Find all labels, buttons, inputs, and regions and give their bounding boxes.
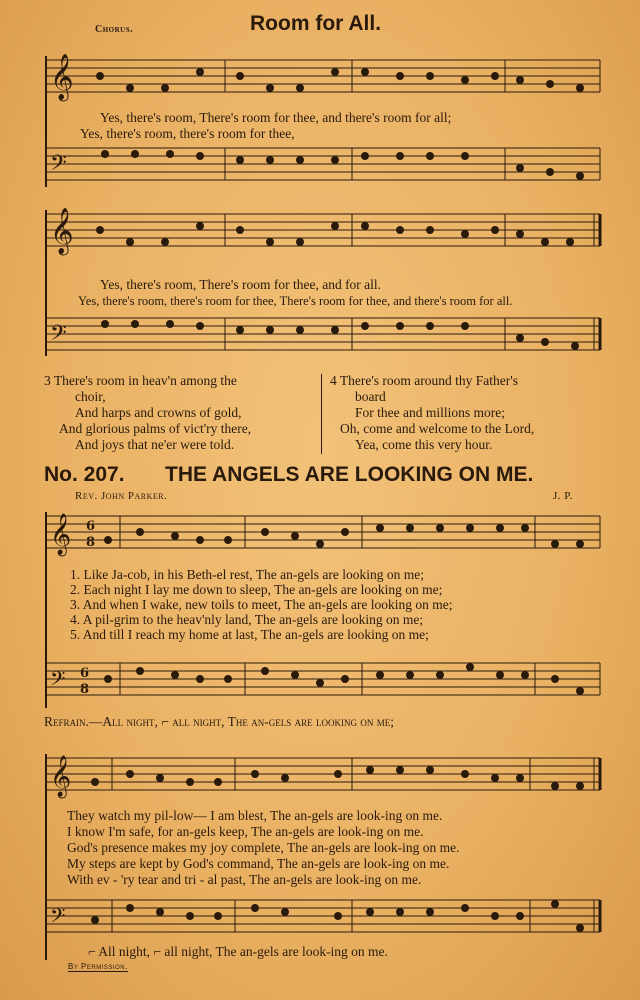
verse-divider	[321, 374, 322, 454]
verse3-line5: And joys that ne'er were told.	[75, 437, 235, 452]
svg-text:𝄞: 𝄞	[50, 514, 72, 555]
refrain-verse-line-4: My steps are kept by God's command, The an-gels are look-ing on me.	[67, 856, 450, 871]
svg-text:8: 8	[86, 535, 96, 550]
staff-bass-2	[0, 310, 640, 366]
verse4-line1: 4 There's room around thy Father's	[330, 373, 518, 388]
song1-line1-lyric-a: Yes, there's room, There's room for thee, and there's room for all;	[100, 110, 452, 125]
song1-line2-lyric-b: Yes, there's room, there's room for thee, There's room for thee, and there's room for all.	[78, 294, 513, 308]
svg-text:𝄞: 𝄞	[50, 756, 72, 797]
svg-text:𝄞: 𝄞	[50, 208, 74, 254]
verse4-line3: For thee and millions more;	[355, 405, 505, 420]
staff-bass-1	[0, 140, 640, 196]
refrain-line: Refrain.—All night, ⌐ all night, The an-gels are looking on me;	[44, 714, 394, 729]
svg-text:𝄢: 𝄢	[50, 321, 67, 351]
permission-note: By Permission.	[68, 962, 128, 971]
verse-line-3: 3. And when I wake, new toils to meet, The an-gels are looking on me;	[70, 597, 453, 612]
song1-line2-lyric-a: Yes, there's room, There's room for thee, and for all.	[100, 277, 382, 292]
refrain-verse-line-3: God's presence makes my joy complete, The an-gels are look-ing on me.	[67, 840, 460, 855]
song1-line1-lyric-b: Yes, there's room, there's room for thee,	[80, 126, 295, 141]
chorus-label: Chorus.	[95, 24, 134, 35]
svg-text:𝄢: 𝄢	[50, 151, 67, 181]
verse3-line2: choir,	[75, 389, 106, 404]
refrain-verse-line-1: They watch my pil-low— I am blest, The an-gels are look-ing on me.	[67, 808, 443, 823]
song-title-room-for-all: Room for All.	[250, 12, 382, 35]
staff-treble-4	[0, 750, 640, 806]
staff-treble-1	[0, 52, 640, 108]
refrain-verse-line-2: I know I'm safe, for an-gels keep, The an-gels are look-ing on me.	[67, 824, 424, 839]
svg-text:𝄞: 𝄞	[50, 54, 74, 100]
staff-treble-3	[0, 508, 640, 564]
verse4-line2: board	[355, 389, 386, 404]
composer: J. P.	[553, 490, 573, 502]
svg-text:𝄢: 𝄢	[50, 667, 66, 695]
svg-text:6: 6	[86, 519, 96, 534]
verse3-line4: And glorious palms of vict'ry there,	[59, 421, 252, 436]
refrain-final-line: ⌐ All night, ⌐ all night, The an-gels are look-ing on me.	[88, 944, 388, 959]
verse3-line1: 3 There's room in heav'n among the	[44, 373, 237, 388]
verse4-line4: Oh, come and welcome to the Lord,	[340, 421, 535, 436]
staff-treble-2	[0, 206, 640, 262]
verse4-line5: Yea, come this very hour.	[355, 437, 493, 452]
verse-line-1: 1. Like Ja-cob, in his Beth-el rest, The an-gels are looking on me;	[70, 567, 425, 582]
refrain-verse-line-5: With ev - 'ry tear and tri - al past, The an-gels are look-ing on me.	[67, 872, 422, 887]
svg-text:8: 8	[80, 682, 90, 697]
staff-bass-3	[0, 655, 640, 711]
verse-line-4: 4. A pil-grim to the heav'nly land, The an-gels are looking on me;	[70, 612, 424, 627]
staff-bass-4	[0, 892, 640, 948]
author: Rev. John Parker.	[75, 490, 168, 502]
song-title-angels: THE ANGELS ARE LOOKING ON ME.	[165, 463, 534, 486]
verse-line-5: 5. And till I reach my home at last, The an-gels are looking on me;	[70, 627, 429, 642]
verse3-line3: And harps and crowns of gold,	[75, 405, 242, 420]
svg-text:𝄢: 𝄢	[50, 904, 66, 932]
svg-text:6: 6	[80, 666, 90, 681]
verse-line-2: 2. Each night I lay me down to sleep, The an-gels are looking on me;	[70, 582, 443, 597]
hymn-number: No. 207.	[44, 463, 125, 486]
